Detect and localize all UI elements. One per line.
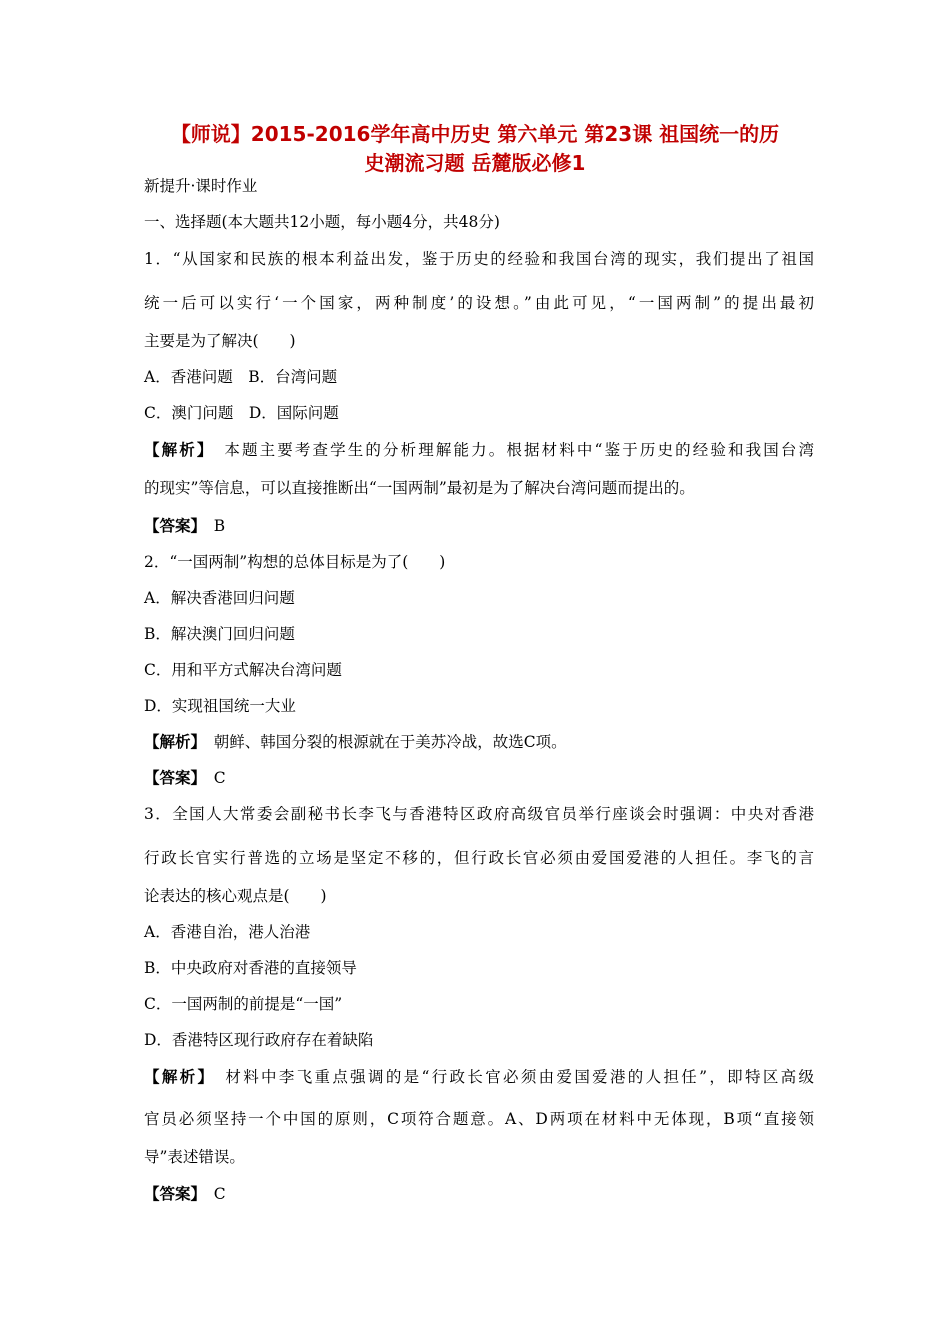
q3-option-a: A．香港自治，港人治港 bbox=[144, 923, 311, 941]
section-heading: 一、选择题(本大题共12小题，每小题4分，共48分) bbox=[144, 213, 500, 231]
title-line-2: 史潮流习题 岳麓版必修1 bbox=[364, 151, 586, 175]
q3-stem-line-1: 3．全国人大常委会副秘书长李飞与香港特区政府高级官员举行座谈会时强调：中央对香港 bbox=[144, 805, 814, 823]
q2-analysis-tag: 【解析】 bbox=[144, 732, 199, 751]
q3-answer-tag: 【答案】 bbox=[144, 1184, 199, 1203]
q2-answer bbox=[144, 768, 814, 788]
q1-stem-line-3: 主要是为了解决( ) bbox=[144, 332, 296, 350]
q3-analysis-tag: 【解析】 bbox=[144, 1067, 208, 1086]
q2-option-d: D．实现祖国统一大业 bbox=[144, 697, 296, 715]
q3-option-d: D．香港特区现行政府存在着缺陷 bbox=[144, 1031, 374, 1049]
q3-option-c: C．一国两制的前提是“一国” bbox=[144, 995, 343, 1013]
title-line-1: 【师说】2015-2016学年高中历史 第六单元 第23课 祖国统一的历 bbox=[170, 122, 780, 146]
q2-option-c: C．用和平方式解决台湾问题 bbox=[144, 661, 342, 679]
q1-analysis-line-2: 的现实”等信息，可以直接推断出“一国两制”最初是为了解决台湾问题而提出的。 bbox=[144, 479, 695, 497]
q2-answer-value: C bbox=[198, 769, 226, 787]
q1-analysis-line-1 bbox=[144, 440, 814, 460]
q1-answer-value: B bbox=[198, 517, 226, 535]
q2-option-b: B．解决澳门回归问题 bbox=[144, 625, 295, 643]
document-title bbox=[120, 120, 830, 178]
q1-stem-line-1: 1．“从国家和民族的根本利益出发，鉴于历史的经验和我国台湾的现实，我们提出了祖国 bbox=[144, 250, 814, 268]
q1-answer bbox=[144, 516, 814, 536]
q2-analysis-text: 朝鲜、韩国分裂的根源就在于美苏冷战，故选C项。 bbox=[198, 733, 567, 751]
q1-options-cd: C．澳门问题 D．国际问题 bbox=[144, 404, 339, 422]
q1-analysis-tag: 【解析】 bbox=[144, 440, 207, 459]
q3-answer-value: C bbox=[198, 1185, 226, 1203]
q3-option-b: B．中央政府对香港的直接领导 bbox=[144, 959, 357, 977]
q3-analysis-text: 材料中李飞重点强调的是“行政长官必须由爱国爱港的人担任”，即特区高级 bbox=[207, 1068, 814, 1086]
q3-analysis-line-1 bbox=[144, 1067, 814, 1087]
q1-answer-tag: 【答案】 bbox=[144, 516, 199, 535]
q1-options-ab: A．香港问题 B．台湾问题 bbox=[144, 368, 338, 386]
subtitle: 新提升·课时作业 bbox=[144, 177, 258, 195]
q2-analysis bbox=[144, 732, 814, 752]
q1-analysis-text: 本题主要考查学生的分析理解能力。根据材料中“鉴于历史的经验和我国台湾 bbox=[206, 441, 814, 459]
q3-answer bbox=[144, 1184, 814, 1204]
q1-stem-line-2: 统一后可以实行‘一个国家，两种制度’的设想。”由此可见，“一国两制”的提出最初 bbox=[144, 294, 814, 312]
q2-answer-tag: 【答案】 bbox=[144, 768, 199, 787]
q3-analysis-line-2: 官员必须坚持一个中国的原则，C项符合题意。A、D两项在材料中无体现，B项“直接领 bbox=[144, 1110, 814, 1128]
q3-analysis-line-3: 导”表述错误。 bbox=[144, 1148, 245, 1166]
q2-option-a: A．解决香港回归问题 bbox=[144, 589, 295, 607]
q2-stem: 2．“一国两制”构想的总体目标是为了( ) bbox=[144, 553, 446, 571]
q3-stem-line-3: 论表达的核心观点是( ) bbox=[144, 887, 327, 905]
q3-stem-line-2: 行政长官实行普选的立场是坚定不移的，但行政长官必须由爱国爱港的人担任。李飞的言 bbox=[144, 849, 814, 867]
